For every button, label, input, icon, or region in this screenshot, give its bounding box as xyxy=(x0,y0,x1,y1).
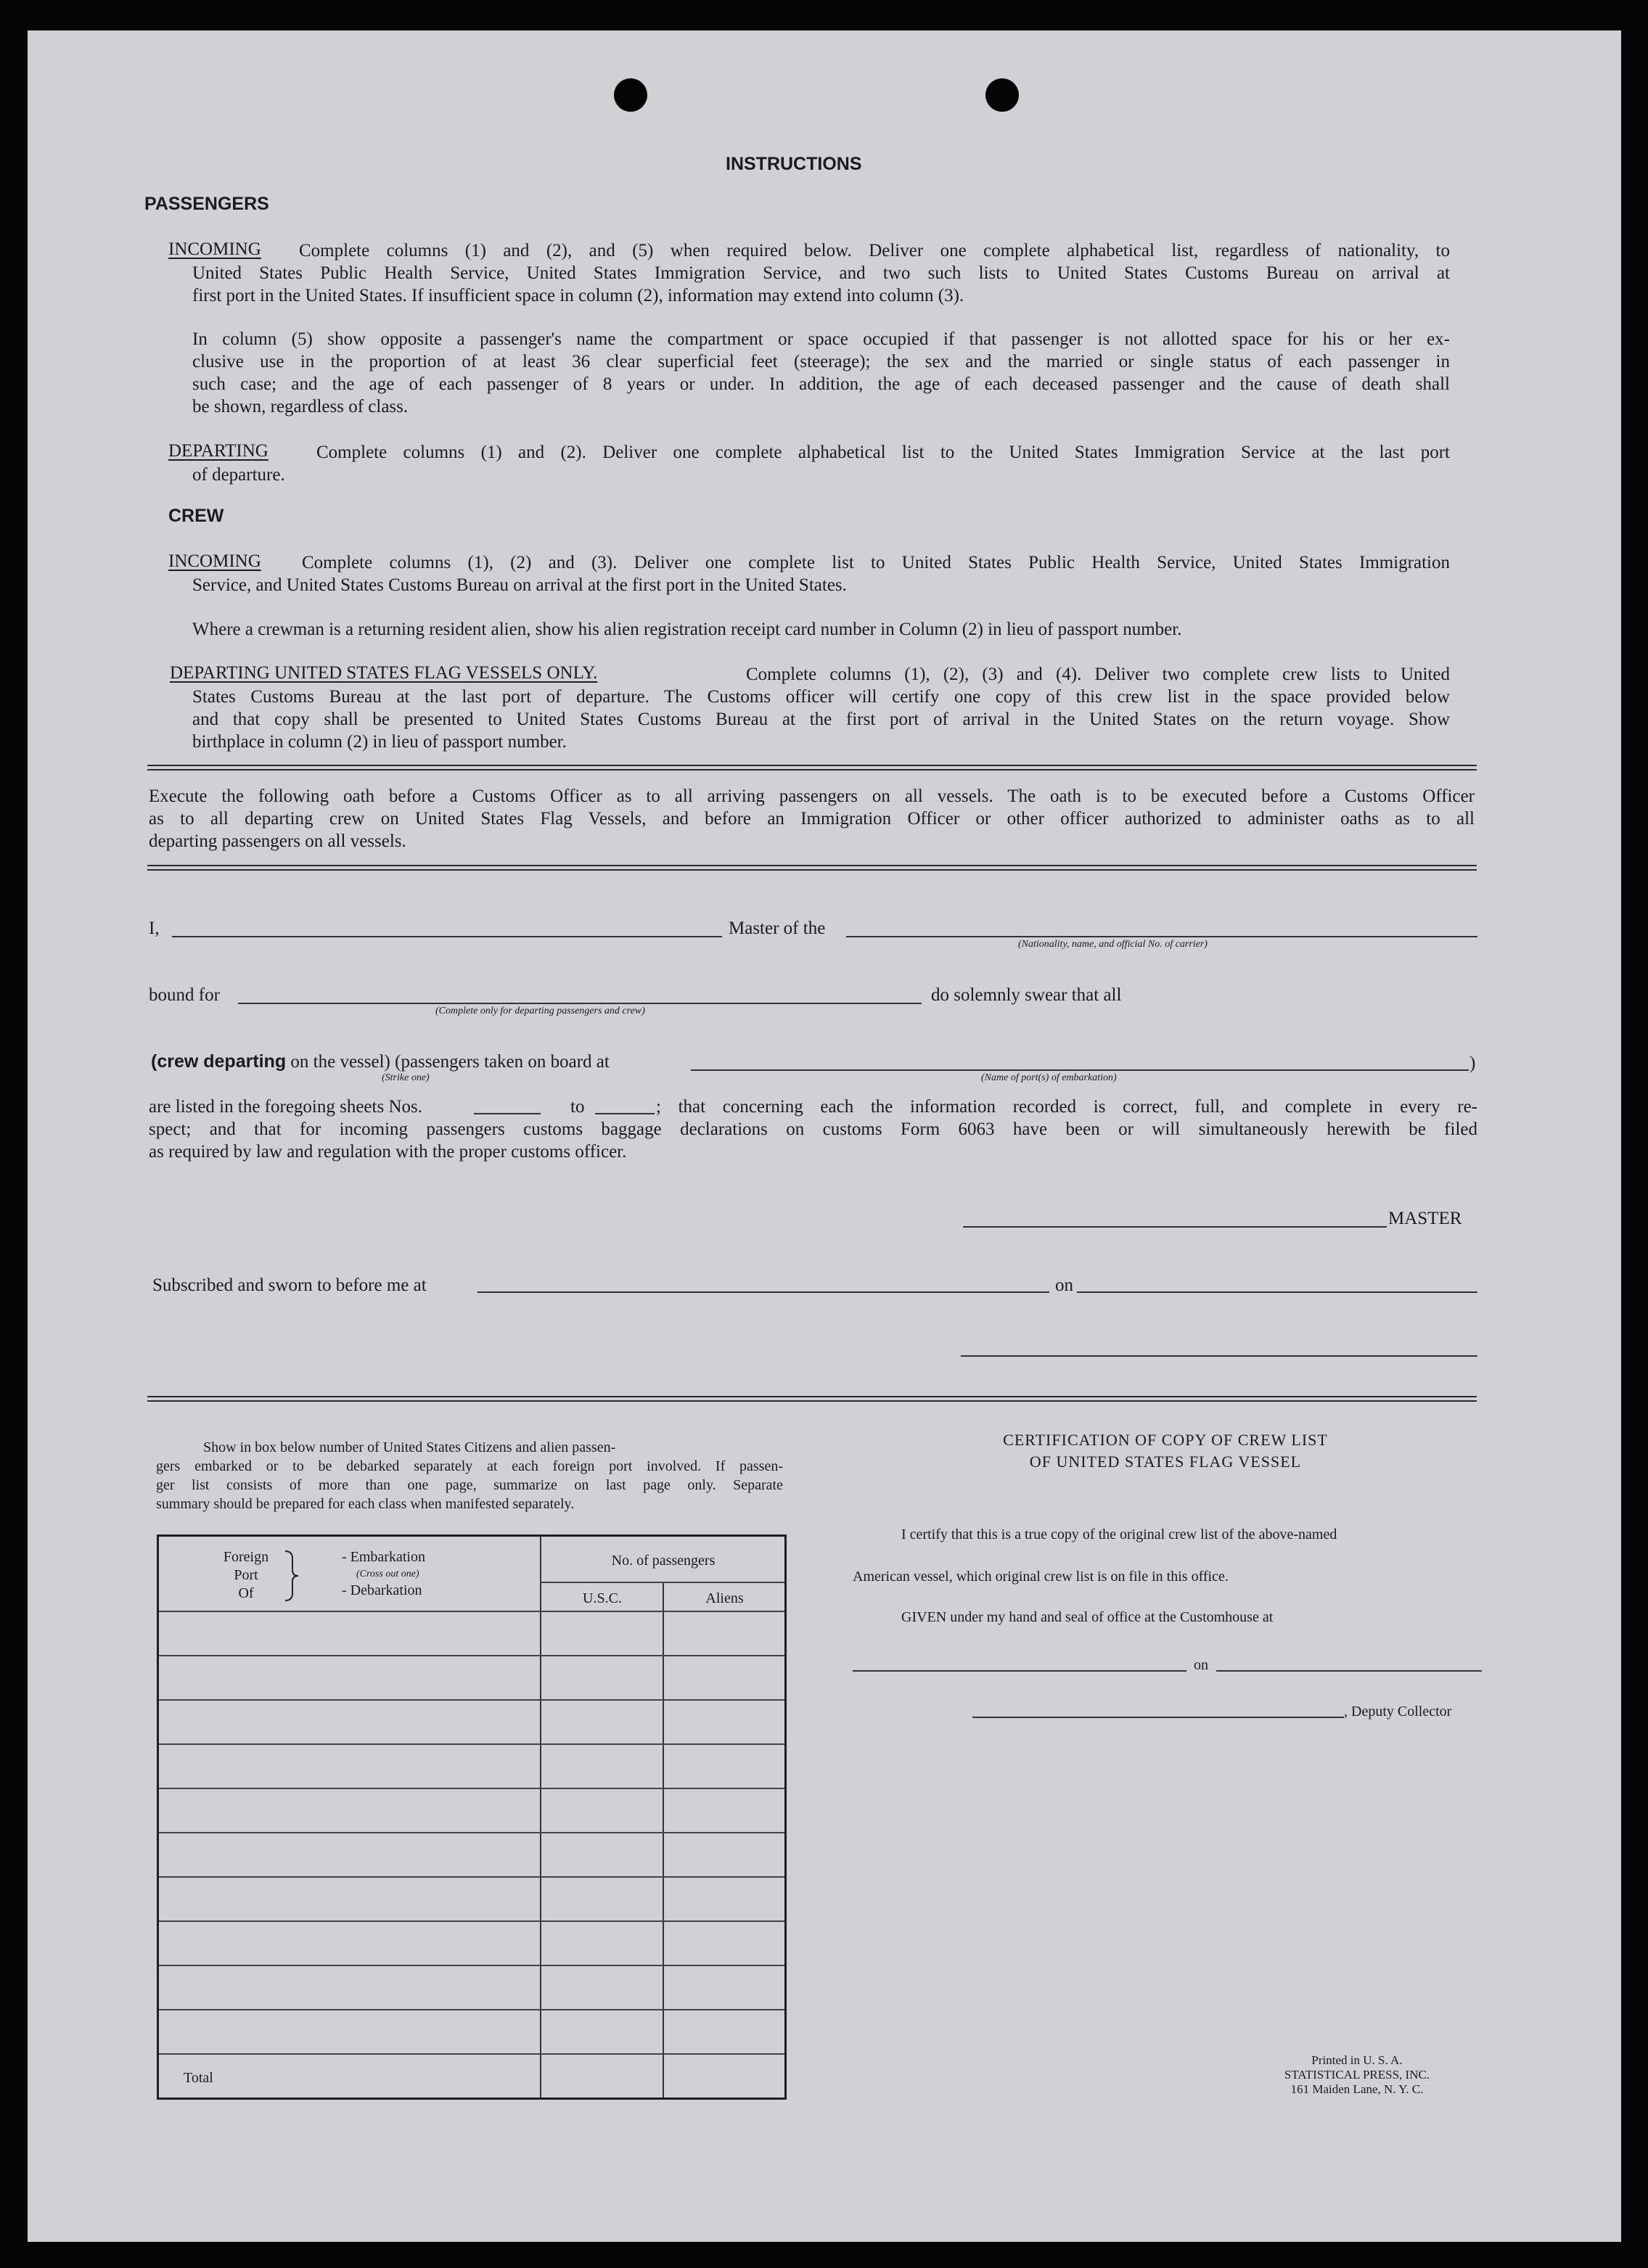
oath-instruction-line-2: as to all departing crew on United States Flag Vessels, and before an Immigration Officer or other officer authorized to administer oaths as to all xyxy=(149,809,1475,829)
crew-departing-line-2: States Customs Bureau at the last port of departure. The Customs officer will certify one copy of this crew list in the space provided below xyxy=(192,687,1450,707)
crew-incoming-line-1: Complete columns (1), (2) and (3). Deliver one complete list to United States Public Health Service, United States Immigration xyxy=(302,553,1450,572)
passengers-departing-line-2: of departure. xyxy=(192,465,285,485)
close-paren: ) xyxy=(1469,1053,1476,1073)
table-row xyxy=(159,1743,784,1745)
certification-date-field[interactable] xyxy=(1216,1670,1482,1672)
on-the-vessel-text: on the vessel) xyxy=(290,1052,390,1072)
table-row xyxy=(159,2053,784,2055)
bound-for-field[interactable] xyxy=(238,1003,922,1004)
oath-instruction-line-3: departing passengers on all vessels. xyxy=(149,831,406,851)
oath-i-label: I, xyxy=(149,919,160,938)
table-row xyxy=(159,1832,784,1833)
crew-departing-line-3: and that copy shall be presented to United States Customs Bureau at the first port of arrival in the United States on the return voyage. Show xyxy=(192,710,1450,729)
sheet-from-field[interactable] xyxy=(474,1113,541,1114)
sworn-date-field[interactable] xyxy=(1077,1291,1477,1293)
listed-to: to xyxy=(570,1097,585,1117)
crew-heading: CREW xyxy=(168,506,224,526)
punch-hole-right xyxy=(985,78,1019,112)
crew-departing-line-4: birthplace in column (2) in lieu of passport number. xyxy=(192,732,567,752)
sworn-at-field[interactable] xyxy=(477,1291,1049,1293)
bound-for-label: bound for xyxy=(149,985,220,1005)
crew-departing-flag-label: DEPARTING UNITED STATES FLAG VESSELS ONLY. xyxy=(170,663,598,683)
summary-instruction-line-4: summary should be prepared for each class when manifested separately. xyxy=(156,1496,575,1512)
usc-column-header: U.S.C. xyxy=(583,1590,622,1606)
passengers-departing-line-1: Complete columns (1) and (2). Deliver one complete alphabetical list to the United States Immigration Service at the last port xyxy=(316,443,1450,462)
deputy-collector-signature-field[interactable] xyxy=(972,1717,1344,1718)
strike-one-caption: (Strike one) xyxy=(382,1072,430,1083)
table-row xyxy=(159,1788,784,1789)
debarkation-label: - Debarkation xyxy=(342,1582,422,1598)
swear-text: do solemnly swear that all xyxy=(931,985,1122,1005)
table-row xyxy=(159,1876,784,1878)
table-row xyxy=(159,1920,784,1922)
brace-icon xyxy=(282,1550,300,1602)
ports-caption: (Name of port(s) of embarkation) xyxy=(981,1072,1117,1083)
crew-returning-resident-note: Where a crewman is a returning resident alien, show his alien registration receipt card number in Column (2) in lieu of passport number. xyxy=(192,620,1182,639)
no-of-passengers-header: No. of passengers xyxy=(611,1553,716,1569)
punch-hole-left xyxy=(614,78,647,112)
master-of-the-label: Master of the xyxy=(729,919,826,938)
summary-instruction-line-2: gers embarked or to be debarked separately at each foreign port involved. If passen- xyxy=(156,1458,783,1474)
divider-rule-2 xyxy=(147,865,1477,874)
crew-incoming-label: INCOMING xyxy=(168,551,261,571)
subscribed-label: Subscribed and sworn to before me at xyxy=(152,1275,427,1295)
column5-note-line-3: such case; and the age of each passenger of 8 years or under. In addition, the age of each deceased passenger and the cause of death shall xyxy=(192,374,1450,394)
column5-note-line-2: clusive use in the proportion of at least 36 clear superficial feet (steerage); the sex and the married or single status of each passenger in xyxy=(192,352,1450,371)
passengers-heading: PASSENGERS xyxy=(144,194,269,214)
bound-for-caption: (Complete only for departing passengers and crew) xyxy=(435,1006,645,1016)
crew-departing-option: (crew departing xyxy=(151,1051,287,1072)
table-row xyxy=(159,1655,784,1656)
total-row-label: Total xyxy=(184,2070,213,2086)
sheet-to-field[interactable] xyxy=(595,1113,655,1114)
embarkation-label: - Embarkation xyxy=(342,1549,425,1565)
sworn-on-label: on xyxy=(1055,1275,1073,1295)
passengers-incoming-line-1: Complete columns (1) and (2), and (5) when required below. Deliver one complete alphabetical list, regardless of nationality, to xyxy=(299,241,1450,260)
listed-line-2: spect; and that for incoming passengers customs baggage declarations on customs Form 6063 have been or will simultaneously herewith be filed xyxy=(149,1119,1477,1139)
officer-signature-field[interactable] xyxy=(961,1355,1477,1357)
divider-rule-3 xyxy=(147,1396,1477,1405)
listed-suffix: ; that concerning each the information recorded is correct, full, and complete in every re- xyxy=(656,1097,1477,1117)
imprint-line-3: 161 Maiden Lane, N. Y. C. xyxy=(1290,2082,1424,2096)
oath-instruction-line-1: Execute the following oath before a Customs Officer as to all arriving passengers on all vessels. The oath is to be executed before a Customs Officer xyxy=(149,786,1475,806)
table-row xyxy=(159,2009,784,2010)
passengers-incoming-line-2: United States Public Health Service, United States Immigration Service, and two such lists to United States Customs Bureau on arrival at xyxy=(192,263,1450,283)
embarkation-ports-field[interactable] xyxy=(691,1069,1469,1071)
listed-line-3: as required by law and regulation with the proper customs officer. xyxy=(149,1142,627,1162)
aliens-column-header: Aliens xyxy=(705,1590,744,1606)
summary-instruction-line-1: Show in box below number of United States Citizens and alien passen- xyxy=(203,1439,616,1455)
page-title: INSTRUCTIONS xyxy=(726,154,862,174)
divider-rule-1 xyxy=(147,765,1477,773)
passengers-incoming-label: INCOMING xyxy=(168,239,261,259)
passengers-departing-label: DEPARTING xyxy=(168,441,268,461)
master-name-field[interactable] xyxy=(172,936,722,937)
certification-title-line-1: CERTIFICATION OF COPY OF CREW LIST xyxy=(1003,1431,1328,1449)
nationality-caption: (Nationality, name, and official No. of carrier) xyxy=(1018,939,1208,950)
imprint-line-1: Printed in U. S. A. xyxy=(1311,2053,1403,2067)
summary-instruction-line-3: ger list consists of more than one page, summarize on last page only. Separate xyxy=(156,1477,783,1493)
certification-line-1: I certify that this is a true copy of the original crew list of the above-named xyxy=(901,1527,1337,1542)
passengers-incoming-line-3: first port in the United States. If insufficient space in column (2), information may extend into column (3). xyxy=(192,286,964,305)
certification-title-line-2: OF UNITED STATES FLAG VESSEL xyxy=(1029,1453,1302,1471)
passenger-summary-table xyxy=(157,1534,787,2100)
crew-departing-line-1: Complete columns (1), (2), (3) and (4). Deliver two complete crew lists to United xyxy=(746,665,1450,684)
carrier-field[interactable] xyxy=(846,936,1477,937)
passengers-taken-text: (passengers taken on board at xyxy=(395,1052,610,1072)
table-row xyxy=(159,1965,784,1966)
master-signature-field[interactable] xyxy=(963,1226,1387,1228)
deputy-collector-label: , Deputy Collector xyxy=(1344,1704,1452,1720)
certification-line-2: American vessel, which original crew list is on file in this office. xyxy=(853,1569,1229,1585)
master-label: MASTER xyxy=(1388,1209,1462,1228)
customhouse-field[interactable] xyxy=(853,1670,1186,1672)
port-label-foreign: Foreign xyxy=(223,1549,269,1565)
column5-note-line-1: In column (5) show opposite a passenger's name the compartment or space occupied if that passenger is not allotted space for his or her ex- xyxy=(192,329,1450,349)
port-label-port: Port xyxy=(234,1567,258,1583)
listed-prefix: are listed in the foregoing sheets Nos. xyxy=(149,1097,422,1117)
imprint-line-2: STATISTICAL PRESS, INC. xyxy=(1284,2068,1430,2082)
table-row xyxy=(159,1699,784,1701)
certification-on-label: on xyxy=(1194,1657,1208,1673)
port-label-of: Of xyxy=(238,1585,254,1601)
cross-out-caption: (Cross out one) xyxy=(356,1569,419,1579)
column5-note-line-4: be shown, regardless of class. xyxy=(192,397,409,416)
certification-line-3: GIVEN under my hand and seal of office at the Customhouse at xyxy=(901,1609,1274,1625)
crew-incoming-line-2: Service, and United States Customs Bureau on arrival at the first port in the United States. xyxy=(192,575,847,595)
